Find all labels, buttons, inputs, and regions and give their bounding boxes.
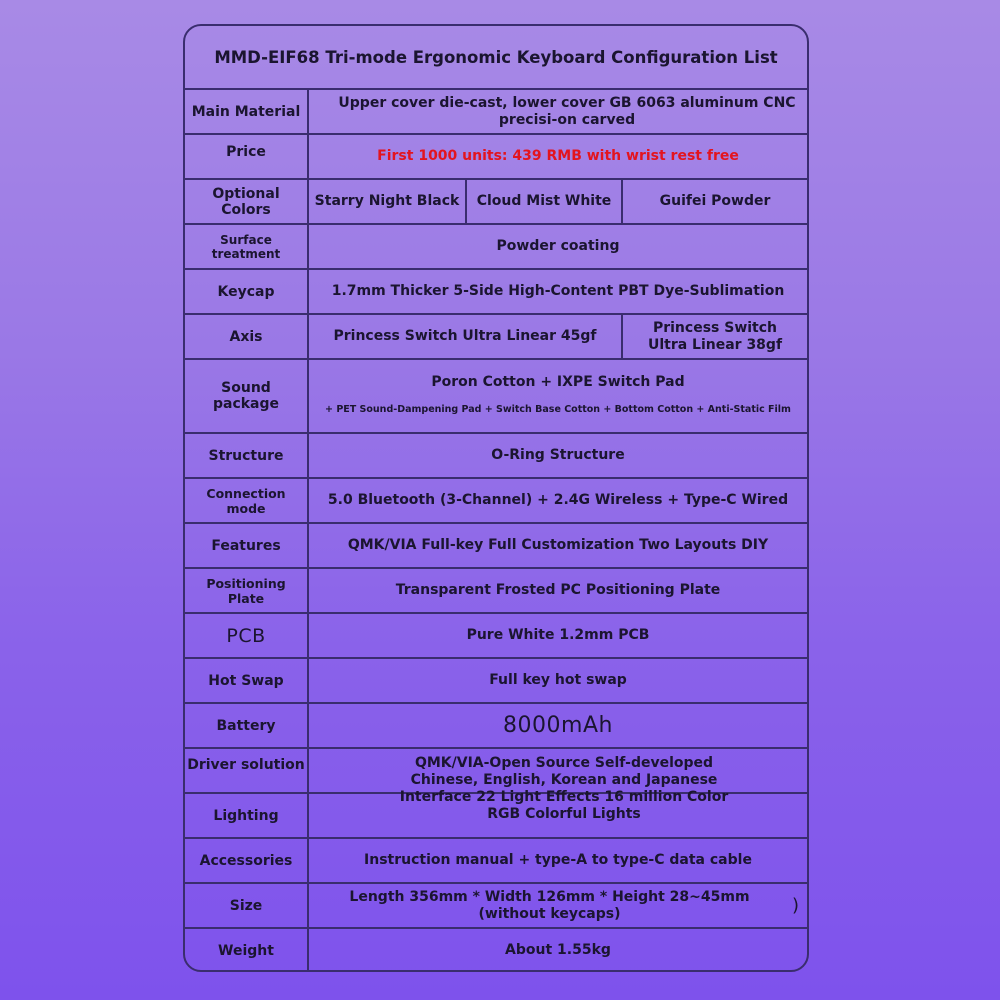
row-weight	[185, 929, 807, 972]
row-label: Weight	[185, 929, 309, 972]
row-value: 1.7mm Thicker 5-Side High-Content PBT Dye-Sublimation	[331, 283, 785, 299]
row-label: Keycap	[185, 270, 309, 313]
row-value: Instruction manual + type-A to type-C data cable	[364, 852, 752, 868]
row-accessories	[185, 839, 807, 884]
switch-option: Princess Switch Ultra Linear 45gf	[309, 315, 623, 358]
row-battery	[185, 704, 807, 749]
row-surface-treatment	[185, 225, 807, 270]
row-label: Axis	[185, 315, 309, 358]
configuration-table	[183, 24, 809, 972]
row-label: Lighting	[185, 794, 309, 837]
row-pcb	[185, 614, 807, 659]
color-option: Guifei Powder	[659, 193, 771, 209]
row-price	[185, 135, 807, 180]
switch-option: Princess Switch Ultra Linear 38gf	[647, 319, 783, 353]
row-features	[185, 524, 807, 569]
row-value: Upper cover die-cast, lower cover GB 6063 aluminum CNC precisi-on carved	[338, 94, 796, 128]
row-label: PCB	[185, 614, 309, 657]
driver-lighting-value: QMK/VIA-Open Source Self-developed Chinese, English, Korean and Japanese Interface 22 Light Effects 16 million Color RGB Colorful Lights	[399, 755, 729, 822]
sound-package-main: Poron Cotton + IXPE Switch Pad	[431, 374, 685, 390]
row-label: Surface treatment	[185, 225, 309, 268]
row-positioning-plate	[185, 569, 807, 614]
color-option: Cloud Mist White	[467, 180, 623, 223]
color-option: Starry Night Black	[309, 180, 467, 223]
row-value: QMK/VIA Full-key Full Customization Two Layouts DIY	[347, 537, 769, 553]
row-label: Price	[185, 135, 309, 178]
row-label: Connection mode	[185, 479, 309, 522]
row-sound-package	[185, 360, 807, 434]
row-label: Driver solution	[185, 749, 309, 792]
row-value: 8000mAh	[503, 713, 613, 738]
row-keycap	[185, 270, 807, 315]
row-main-material	[185, 90, 807, 135]
row-label: Positioning Plate	[185, 569, 309, 612]
price-value: First 1000 units: 439 RMB with wrist rest free	[377, 148, 739, 164]
row-label: Main Material	[185, 90, 309, 133]
row-axis	[185, 315, 807, 360]
row-value: O-Ring Structure	[491, 447, 625, 463]
row-value: Transparent Frosted PC Positioning Plate	[395, 582, 721, 598]
row-value-group	[309, 360, 807, 432]
row-value: Full key hot swap	[489, 672, 627, 688]
row-structure	[185, 434, 807, 479]
row-label: Features	[185, 524, 309, 567]
row-value: 5.0 Bluetooth (3-Channel) + 2.4G Wireless + Type-C Wired	[327, 492, 789, 508]
row-label: Accessories	[185, 839, 309, 882]
table-title: MMD-EIF68 Tri-mode Ergonomic Keyboard Configuration List	[185, 26, 807, 90]
row-label: Structure	[185, 434, 309, 477]
row-label: Battery	[185, 704, 309, 747]
size-suffix: )	[791, 895, 799, 916]
row-label: Size	[185, 884, 309, 927]
row-value: Pure White 1.2mm PCB	[466, 627, 650, 643]
row-value: Powder coating	[496, 238, 620, 254]
row-label: Optional Colors	[185, 180, 309, 223]
row-size	[185, 884, 807, 929]
row-label: Hot Swap	[185, 659, 309, 702]
row-hot-swap	[185, 659, 807, 704]
row-optional-colors	[185, 180, 807, 225]
row-value-group	[309, 884, 807, 927]
sound-package-detail: + PET Sound-Dampening Pad + Switch Base Cotton + Bottom Cotton + Anti-Static Film	[325, 404, 791, 415]
row-value: About 1.55kg	[505, 942, 611, 958]
size-value: Length 356mm * Width 126mm * Height 28~45mm (without keycaps)	[349, 888, 750, 922]
row-label: Sound package	[185, 360, 309, 432]
row-connection-mode	[185, 479, 807, 524]
